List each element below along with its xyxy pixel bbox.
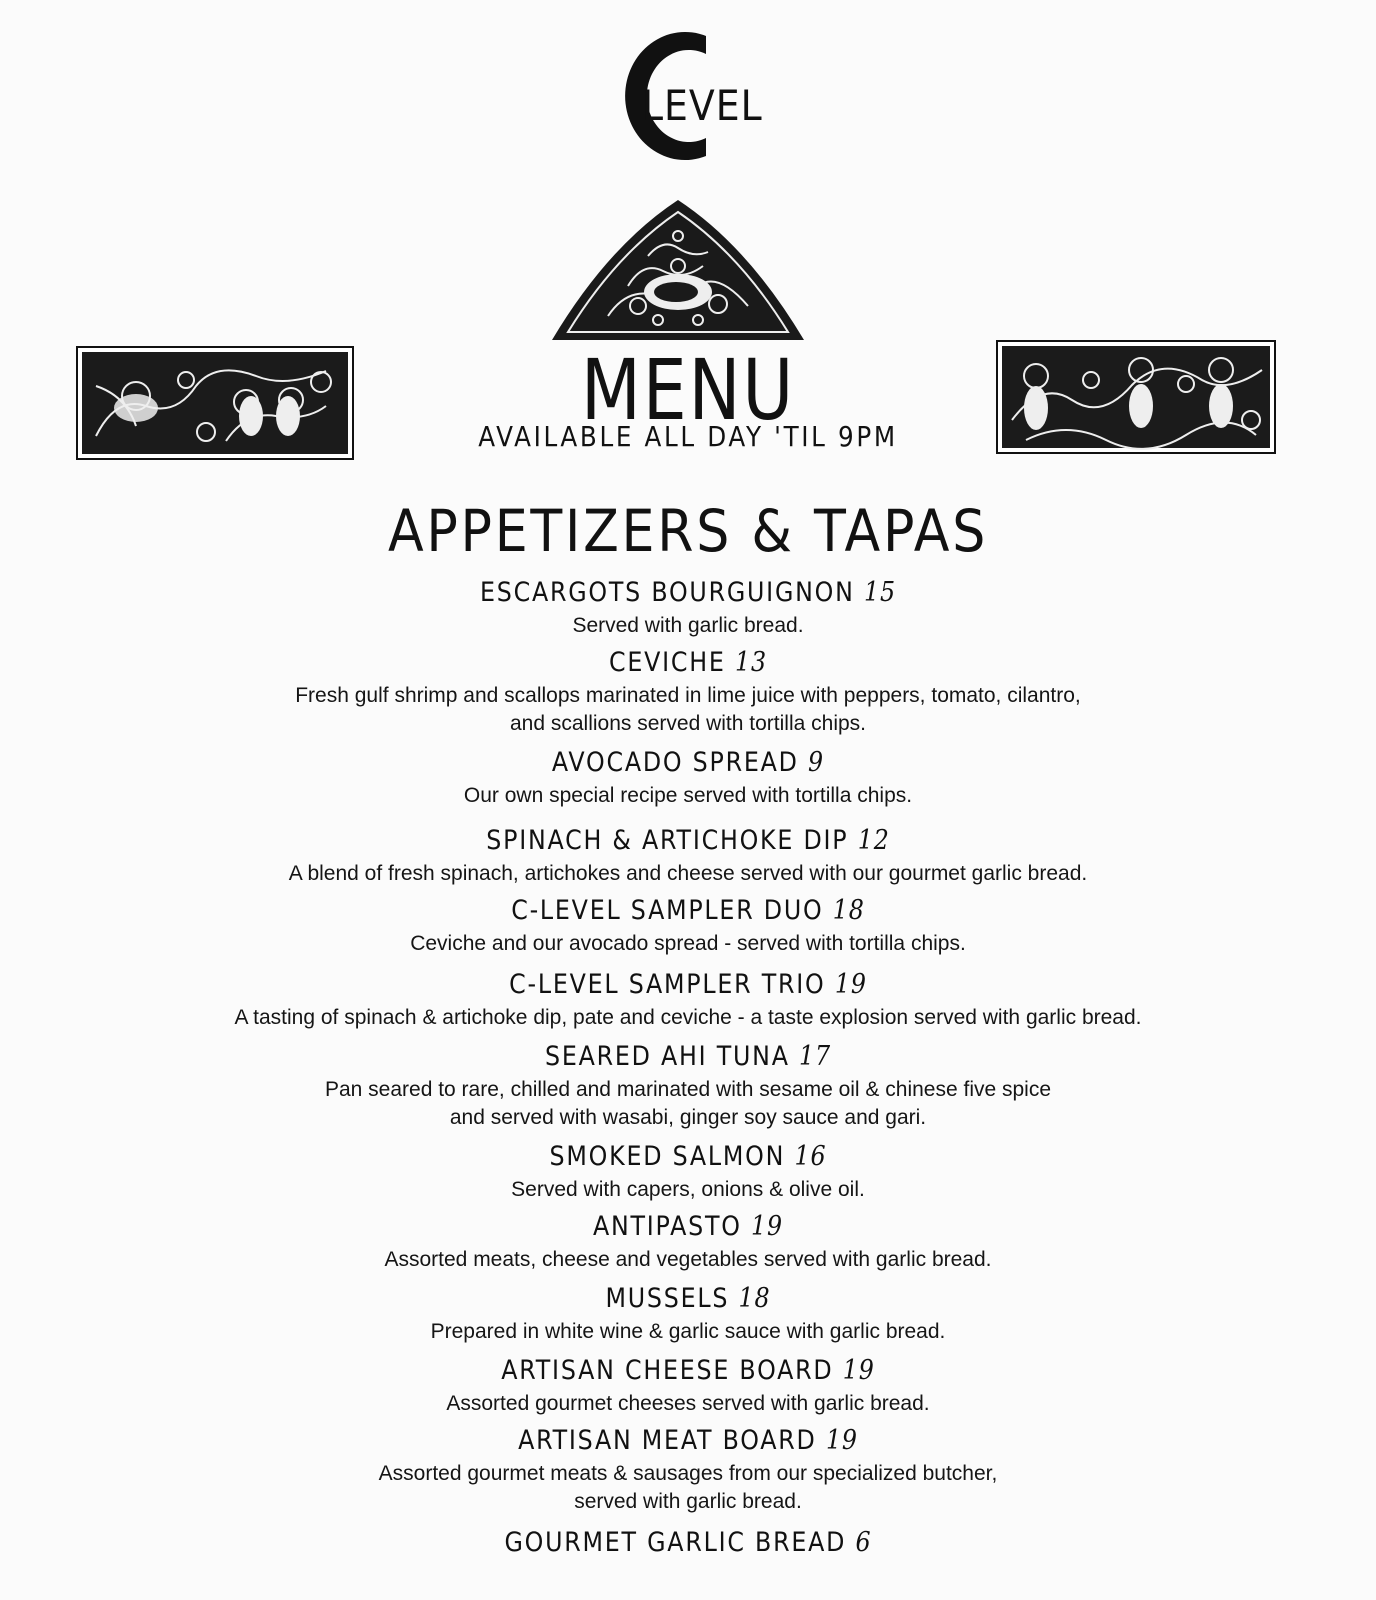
menu-item-title: SEARED AHI TUNA bbox=[544, 1041, 790, 1072]
menu-title: MENU bbox=[580, 341, 796, 439]
menu-item-price: 19 bbox=[834, 969, 867, 1000]
menu-item-name bbox=[83, 894, 1294, 928]
menu-item-name bbox=[83, 1354, 1294, 1388]
menu-item-description: Served with capers, onions & olive oil. bbox=[511, 1178, 865, 1201]
menu-item-name bbox=[83, 1210, 1294, 1244]
menu-item bbox=[0, 1140, 1376, 1204]
menu-item bbox=[0, 646, 1376, 738]
menu-item-description: Ceviche and our avocado spread - served with tortilla chips. bbox=[410, 932, 966, 955]
menu-item bbox=[0, 746, 1376, 810]
menu-item-name bbox=[83, 1282, 1294, 1316]
menu-items-list bbox=[0, 576, 1376, 1570]
menu-item-price: 13 bbox=[734, 647, 767, 678]
menu-item-title: GOURMET GARLIC BREAD bbox=[504, 1527, 847, 1558]
menu-item-title: SMOKED SALMON bbox=[549, 1141, 786, 1172]
menu-item-name bbox=[83, 968, 1294, 1002]
section-title: APPETIZERS & TAPAS bbox=[387, 497, 989, 565]
menu-availability: AVAILABLE ALL DAY 'TIL 9PM bbox=[478, 420, 898, 453]
menu-item-price: 12 bbox=[857, 825, 890, 856]
menu-item-title: ARTISAN MEAT BOARD bbox=[518, 1425, 817, 1456]
menu-item-price: 9 bbox=[808, 747, 825, 778]
menu-item-price: 15 bbox=[863, 577, 896, 608]
menu-item-price: 19 bbox=[825, 1425, 858, 1456]
c-level-logo bbox=[588, 22, 768, 170]
menu-item-description: Fresh gulf shrimp and scallops marinated in lime juice with peppers, tomato, cilantro, and scallions served with tortilla chips. bbox=[295, 684, 1081, 735]
menu-item-description: A tasting of spinach & artichoke dip, pate and ceviche - a taste explosion served with garlic bread. bbox=[234, 1006, 1142, 1029]
triangular-woodcut-ornament bbox=[548, 196, 808, 344]
menu-item bbox=[0, 1424, 1376, 1516]
menu-item-title: C-LEVEL SAMPLER DUO bbox=[511, 895, 824, 926]
menu-item-name bbox=[83, 824, 1294, 858]
menu-item bbox=[0, 968, 1376, 1032]
menu-item-name bbox=[83, 576, 1294, 610]
menu-item-title: ANTIPASTO bbox=[592, 1211, 742, 1242]
menu-item bbox=[0, 576, 1376, 640]
menu-item bbox=[0, 1282, 1376, 1346]
menu-item-description: Served with garlic bread. bbox=[572, 614, 804, 637]
menu-item-price: 19 bbox=[751, 1211, 784, 1242]
menu-item-title: SPINACH & ARTICHOKE DIP bbox=[486, 825, 849, 856]
menu-item-description: Pan seared to rare, chilled and marinated with sesame oil & chinese five spice and served with wasabi, ginger soy sauce and gari. bbox=[324, 1078, 1052, 1129]
menu-item-description: A blend of fresh spinach, artichokes and cheese served with our gourmet garlic bread. bbox=[288, 862, 1088, 885]
menu-item-price: 17 bbox=[799, 1041, 832, 1072]
menu-item-name bbox=[83, 646, 1294, 680]
menu-item-title: C-LEVEL SAMPLER TRIO bbox=[509, 969, 826, 1000]
logo-word: LEVEL bbox=[642, 81, 763, 130]
menu-item-price: 18 bbox=[832, 895, 865, 926]
menu-item-description: Assorted gourmet meats & sausages from our specialized butcher, served with garlic bread. bbox=[378, 1462, 998, 1513]
menu-item bbox=[0, 1040, 1376, 1132]
menu-item-price: 16 bbox=[794, 1141, 827, 1172]
menu-item-name bbox=[83, 1140, 1294, 1174]
menu-item-title: ESCARGOTS BOURGUIGNON bbox=[480, 577, 855, 608]
menu-item-description: Assorted meats, cheese and vegetables served with garlic bread. bbox=[384, 1248, 992, 1271]
menu-item-title: AVOCADO SPREAD bbox=[551, 747, 799, 778]
menu-item-price: 18 bbox=[738, 1283, 771, 1314]
menu-item bbox=[0, 1526, 1376, 1560]
menu-item-description: Assorted gourmet cheeses served with garlic bread. bbox=[446, 1392, 930, 1415]
menu-item-description: Our own special recipe served with tortilla chips. bbox=[463, 784, 913, 807]
menu-item-name bbox=[83, 1040, 1294, 1074]
menu-item-title: ARTISAN CHEESE BOARD bbox=[501, 1355, 834, 1386]
menu-item-title: CEVICHE bbox=[609, 647, 726, 678]
menu-item-name bbox=[83, 1424, 1294, 1458]
menu-item bbox=[0, 894, 1376, 958]
menu-item-name bbox=[83, 1526, 1294, 1560]
menu-item-description: Prepared in white wine & garlic sauce with garlic bread. bbox=[430, 1320, 946, 1343]
menu-item-name bbox=[83, 746, 1294, 780]
menu-item-price: 6 bbox=[855, 1527, 872, 1558]
menu-item bbox=[0, 1210, 1376, 1274]
menu-item-price: 19 bbox=[842, 1355, 875, 1386]
menu-item-title: MUSSELS bbox=[605, 1283, 730, 1314]
menu-item bbox=[0, 824, 1376, 888]
menu-item bbox=[0, 1354, 1376, 1418]
